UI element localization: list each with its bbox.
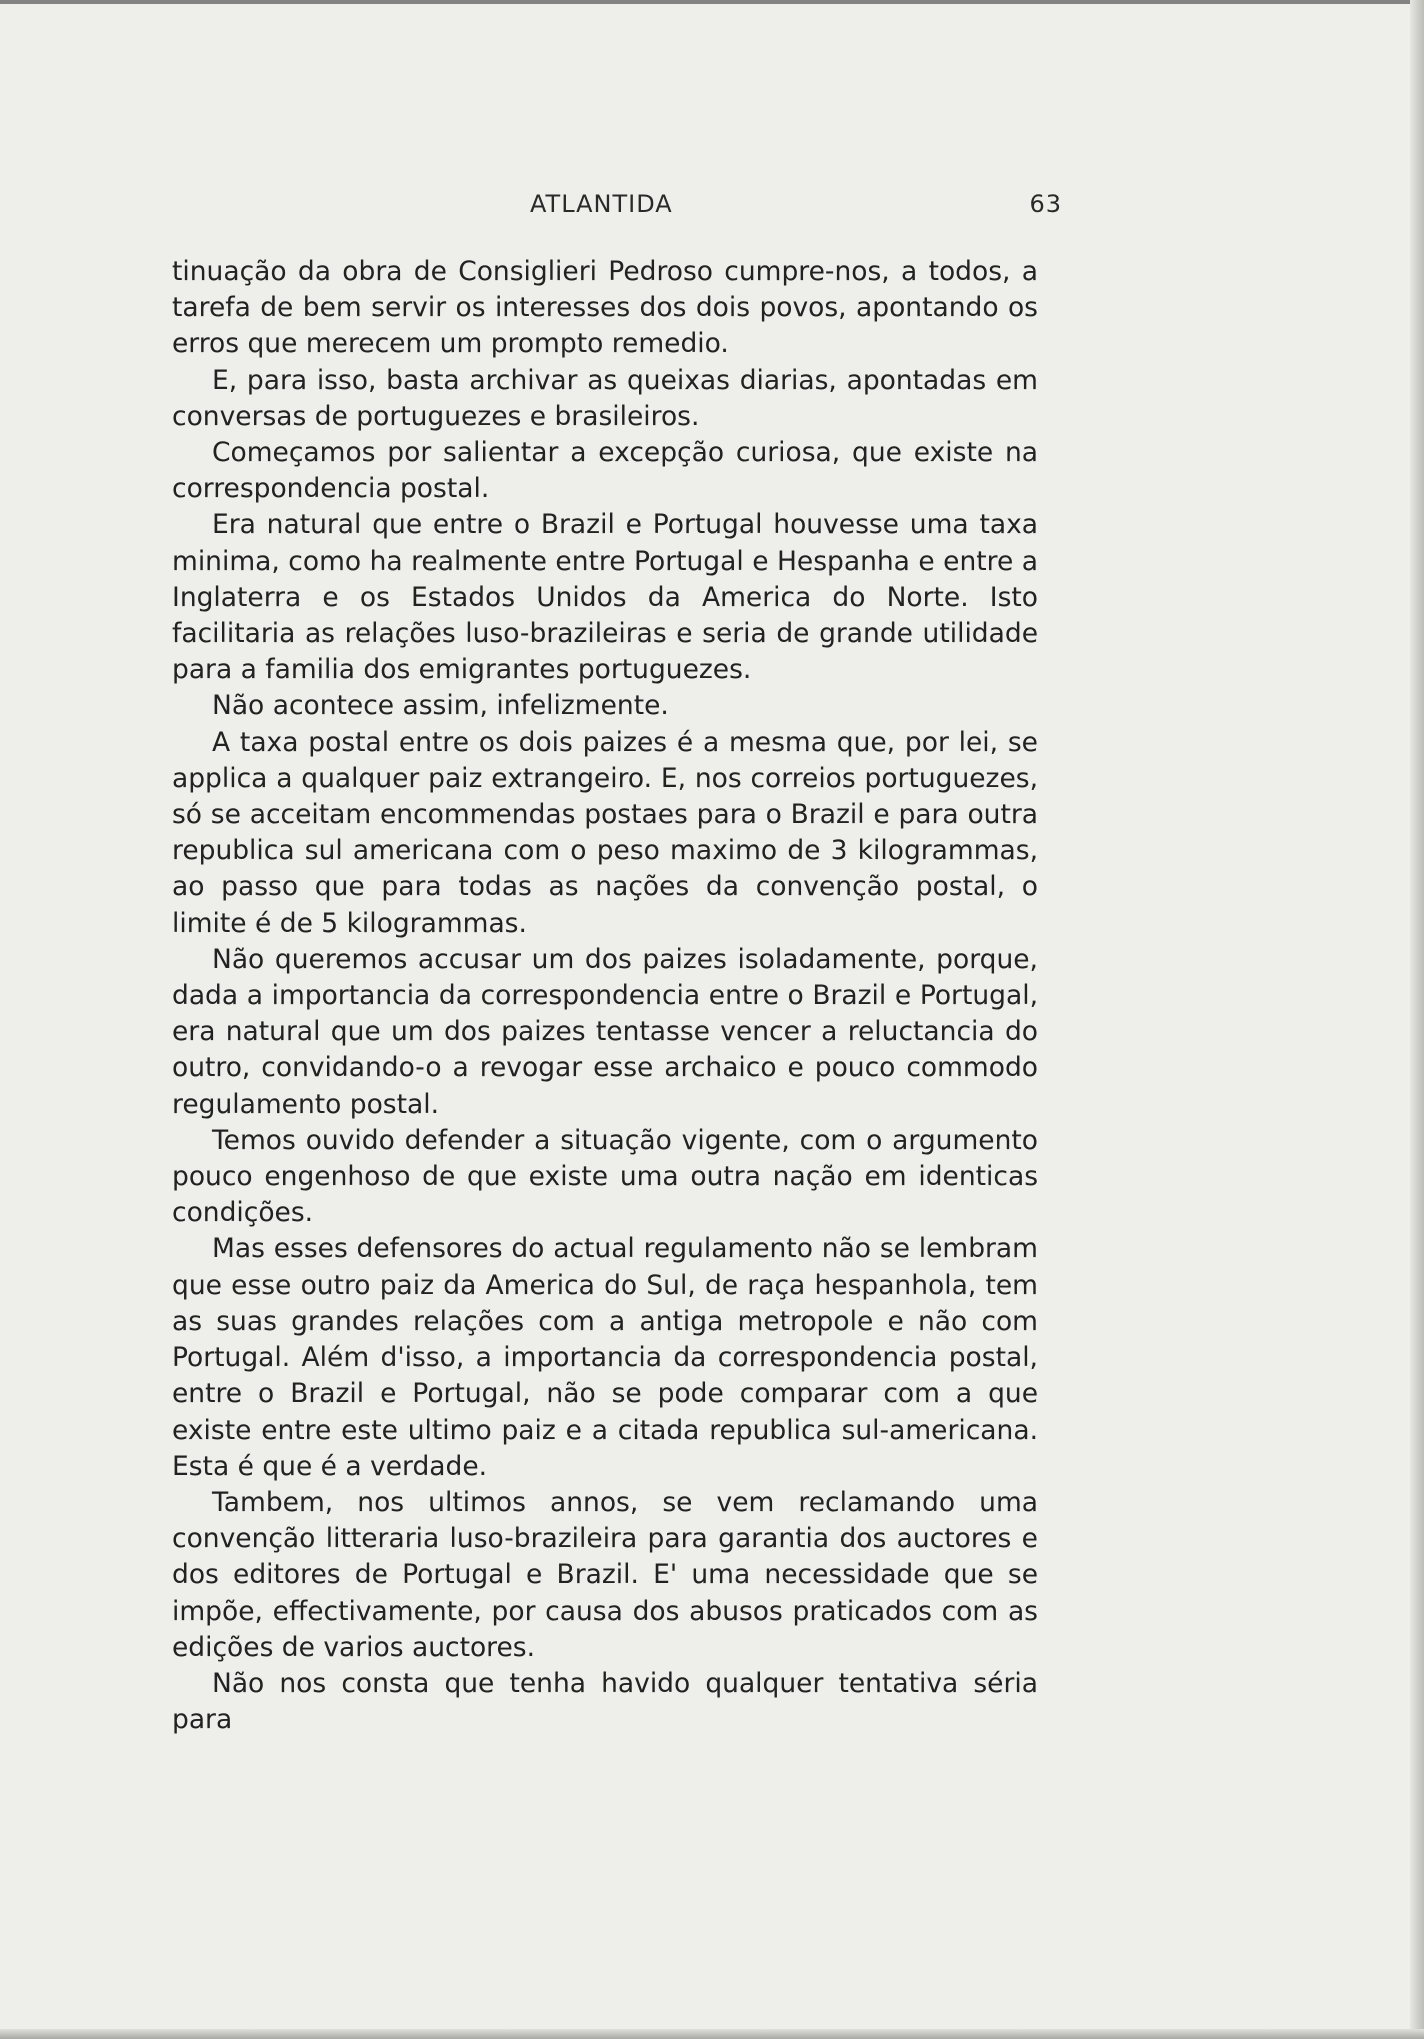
paragraph: Mas esses defensores do actual regulamento não se lembram que esse outro paiz da America do Sul, de raça hespanhola, tem as suas grandes relações com a antiga metropole e não com Portugal. Além d'isso, a importancia da correspondencia postal, entre o Brazil e Portugal, não se pode comparar com a que existe entre este ultimo paiz e a citada republica sul-americana. Esta é que é a verdade. [172, 1233, 1038, 1482]
paragraph: Era natural que entre o Brazil e Portugal houvesse uma taxa minima, como ha realmente entre Portugal e Hespanha e entre a Inglaterra e os Estados Unidos da America do Norte. Isto facilitaria as relações luso-brazileiras e seria de grande utilidade para a familia dos emigrantes portuguezes. [172, 509, 1038, 686]
scan-bottom-edge [0, 2029, 1424, 2039]
scan-top-edge [0, 0, 1424, 4]
paragraph: Não acontece assim, infelizmente. [212, 690, 669, 722]
paragraph: E, para isso, basta archivar as queixas diarias, apontadas em conversas de portuguezes e brasileiros. [172, 364, 1038, 432]
paragraph-continued: tinuação da obra de Consiglieri Pedroso cumpre-nos, a todos, a tarefa de bem servir os interesses dos dois povos, apontando os erros que merecem um prompto remedio. [172, 256, 1038, 360]
paragraph: Tambem, nos ultimos annos, se vem reclamando uma convenção litteraria luso-brazileira para garantia dos auctores e dos editores de Portugal e Brazil. E' uma necessidade que se impõe, effectivamente, por causa dos abusos praticados com as edições de varios auctores. [172, 1486, 1038, 1663]
paragraph: A taxa postal entre os dois paizes é a mesma que, por lei, se applica a qualquer paiz extrangeiro. E, nos correios portuguezes, só se acceitam encommendas postaes para o Brazil e para outra republica sul americana com o peso maximo de 3 kilogrammas, ao passo que para todas as nações da convenção postal, o limite é de 5 kilogrammas. [172, 726, 1038, 939]
running-title: ATLANTIDA [530, 190, 673, 218]
paragraph: Começamos por salientar a excepção curiosa, que existe na correspondencia postal. [172, 437, 1038, 505]
scan-right-edge [1410, 0, 1424, 2039]
running-head [172, 190, 1062, 226]
paragraph: Não nos consta que tenha havido qualquer tentativa séria para [172, 1667, 1038, 1736]
paragraph: Temos ouvido defender a situação vigente, com o argumento pouco engenhoso de que existe uma outra nação em identicas condições. [172, 1124, 1038, 1229]
body-text [172, 254, 1038, 1738]
paragraph: Não queremos accusar um dos paizes isoladamente, porque, dada a importancia da correspondencia entre o Brazil e Portugal, era natural que um dos paizes tentasse vencer a reluctancia do outro, convidando-o a revogar esse archaico e pouco commodo regulamento postal. [172, 943, 1038, 1120]
page-number: 63 [1029, 190, 1062, 218]
